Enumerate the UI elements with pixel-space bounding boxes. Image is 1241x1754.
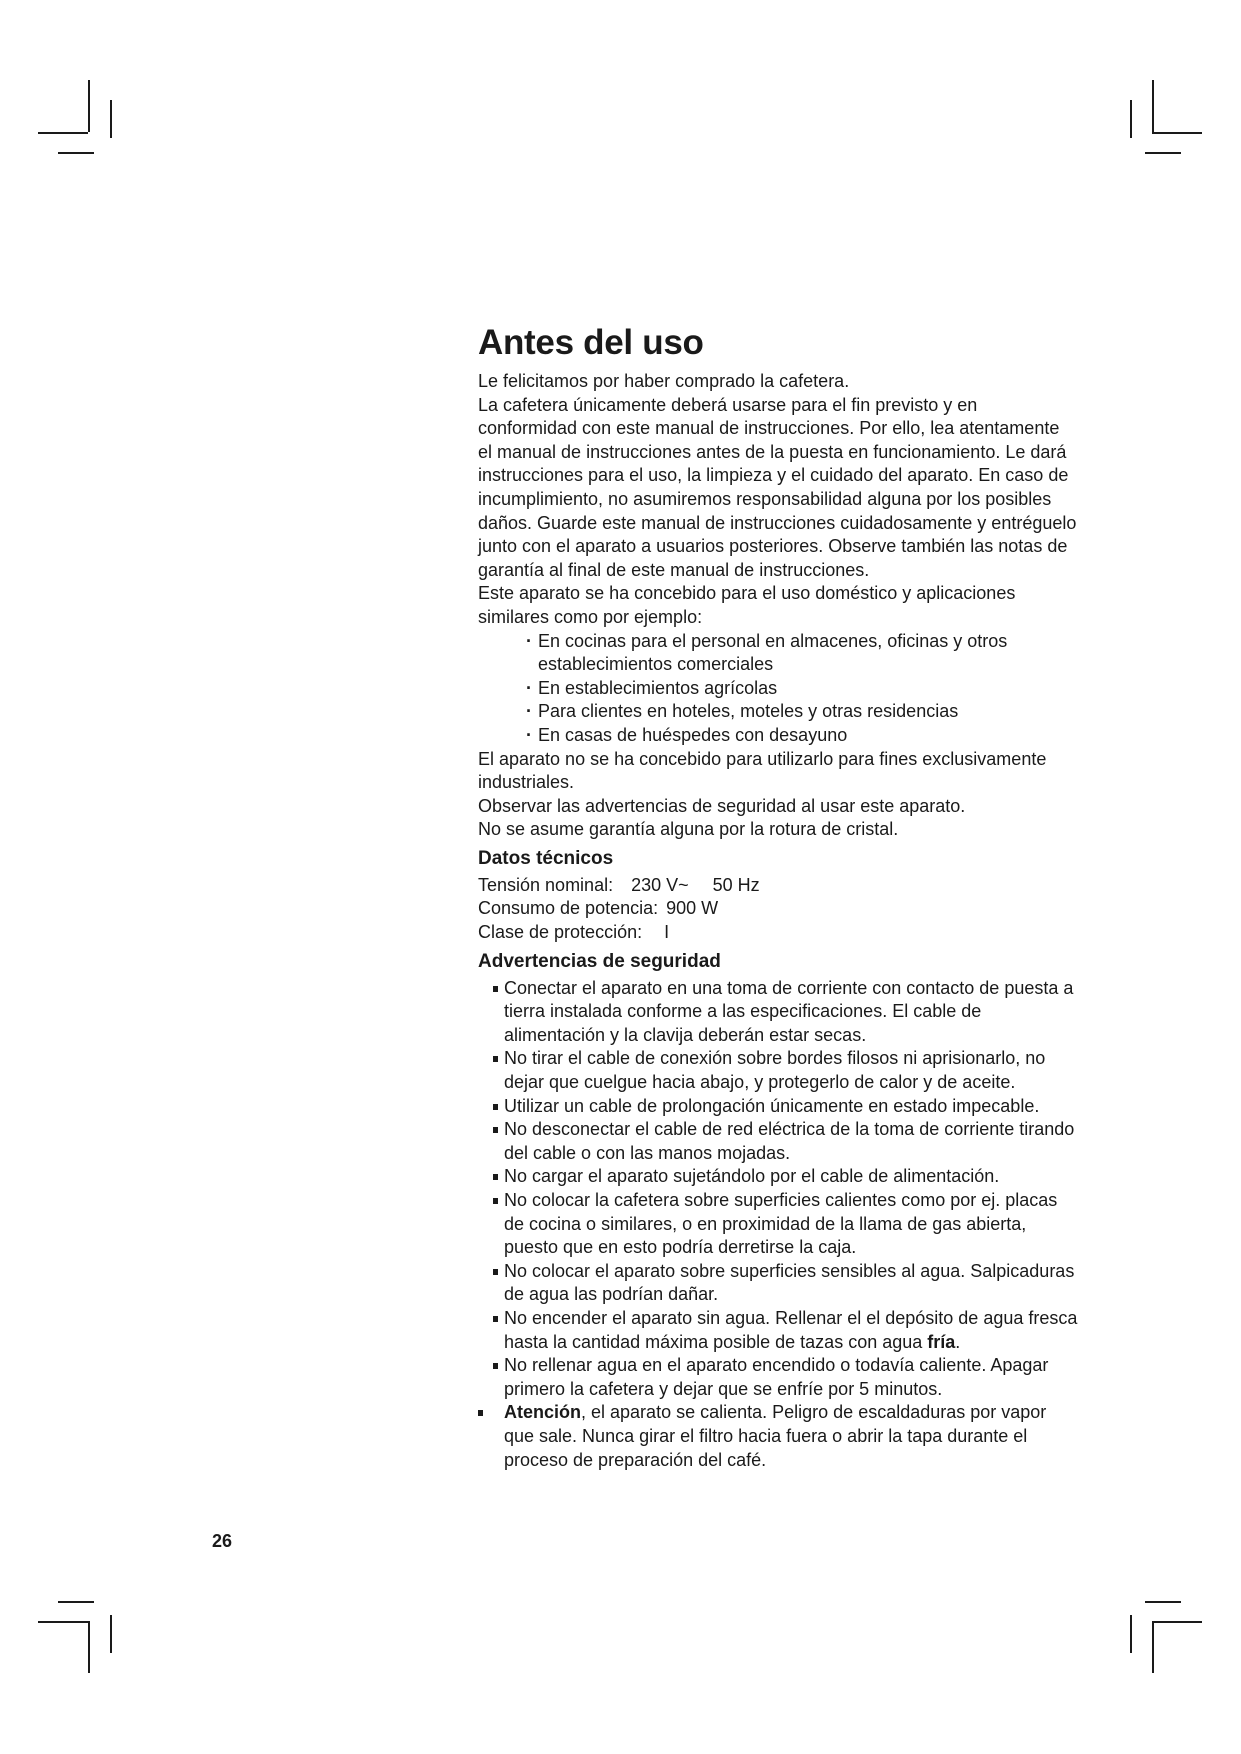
- list-item: No colocar la cafetera sobre superficies calientes como por ej. placas de cocina o similares, o en proximidad de la llama de gas abierta, puesto que en esto podría derretirse la caja.: [478, 1189, 1078, 1260]
- safety-heading: Advertencias de seguridad: [478, 950, 721, 972]
- spec-protection: [478, 921, 1078, 945]
- crop-mark: [1130, 1615, 1132, 1653]
- intro-paragraph: La cafetera únicamente deberá usarse para el fin previsto y en conformidad con este manual de instrucciones. Por ello, lea atentamente el manual de instrucciones antes de la puesta en funcionamiento. Le dará instrucciones para el uso, la limpieza y el cuidado del aparato. En caso de incumplimiento, no asumiremos responsabilidad alguna por los posibles daños. Guarde este manual de instrucciones cuidadosamente y entréguelo junto con el aparato a usuarios posteriores. Observe también las notas de garantía al final de este manual de instrucciones.: [478, 394, 1077, 580]
- crop-mark: [38, 1621, 88, 1623]
- intro-paragraph: Este aparato se ha concebido para el uso doméstico y aplicaciones similares como por ejemplo:: [478, 583, 1016, 627]
- crop-mark: [110, 1615, 112, 1653]
- intro-paragraph: Le felicitamos por haber comprado la cafetera.: [478, 371, 850, 391]
- crop-mark: [110, 100, 112, 138]
- crop-mark: [1152, 80, 1154, 132]
- crop-mark: [88, 1621, 90, 1673]
- attention-text: , el aparato se calienta. Peligro de escaldaduras por vapor que sale. Nunca girar el filtro hacia fuera o abrir la tapa durante el proceso de preparación del café.: [504, 1402, 1047, 1470]
- crop-mark: [1145, 152, 1181, 154]
- attention-label: Atención: [504, 1402, 582, 1423]
- spec-value: 900 W: [666, 898, 719, 919]
- spec-label: Tensión nominal:: [478, 874, 614, 895]
- crop-mark: [1130, 100, 1132, 138]
- crop-mark: [58, 1601, 94, 1603]
- crop-mark: [38, 132, 88, 134]
- list-item: No tirar el cable de conexión sobre bordes filosos ni aprisionarlo, no dejar que cuelgue hacia abajo, y protegerlo de calor y de aceite.: [478, 1047, 1078, 1094]
- spec-value: I: [664, 922, 670, 943]
- crop-mark: [1145, 1601, 1181, 1603]
- spec-voltage: [478, 874, 1078, 898]
- crop-mark: [88, 80, 90, 132]
- page-title: Antes del uso: [478, 323, 704, 362]
- tech-heading: Datos técnicos: [478, 847, 614, 869]
- spec-power: [478, 897, 1078, 921]
- spec-label: Clase de protección:: [478, 922, 643, 943]
- list-item: · En casas de huéspedes con desayuno: [478, 724, 1078, 748]
- page-number: 26: [212, 1531, 233, 1551]
- body-paragraph: El aparato no se ha concebido para utilizarlo para fines exclusivamente industriales.: [478, 748, 1047, 793]
- body-paragraph: Observar las advertencias de seguridad al usar este aparato.: [478, 795, 966, 816]
- list-item: · En establecimientos agrícolas: [478, 677, 1078, 701]
- list-item: No rellenar agua en el aparato encendido o todavía caliente. Apagar primero la cafetera y dejar que se enfríe por 5 minutos.: [478, 1354, 1078, 1401]
- list-item-text: No encender el aparato sin agua. Rellenar el el depósito de agua fresca hasta la cantidad máxima posible de tazas con agua: [504, 1307, 1078, 1352]
- list-item: No cargar el aparato sujetándolo por el cable de alimentación.: [478, 1165, 1078, 1189]
- spec-value: 50 Hz: [712, 874, 760, 895]
- crop-mark: [1152, 1621, 1154, 1673]
- crop-mark: [1152, 132, 1202, 134]
- list-item: [478, 1307, 1078, 1354]
- spec-label: Consumo de potencia:: [478, 898, 659, 919]
- crop-mark: [58, 152, 94, 154]
- list-item: Conectar el aparato en una toma de corriente con contacto de puesta a tierra instalada conforme a las especificaciones. El cable de alimentación y la clavija deberán estar secas.: [478, 977, 1078, 1048]
- attention-item: [478, 1401, 1078, 1472]
- list-item: Utilizar un cable de prolongación únicamente en estado impecable.: [478, 1095, 1078, 1119]
- list-item-text: .: [955, 1331, 961, 1352]
- spec-value: 230 V~: [631, 874, 689, 895]
- crop-mark: [1152, 1621, 1202, 1623]
- safety-list: [478, 977, 1078, 1472]
- list-item: · En cocinas para el personal en almacenes, oficinas y otros establecimientos comerciales: [478, 630, 1078, 677]
- list-item: No desconectar el cable de red eléctrica de la toma de corriente tirando del cable o con las manos mojadas.: [478, 1118, 1078, 1165]
- uses-list: [478, 630, 1078, 748]
- list-item: No colocar el aparato sobre superficies sensibles al agua. Salpicaduras de agua las podrían dañar.: [478, 1260, 1078, 1307]
- page-content: [478, 322, 1078, 1472]
- emphasis-text: fría: [927, 1331, 956, 1352]
- body-paragraph: No se asume garantía alguna por la rotura de cristal.: [478, 819, 899, 840]
- list-item: · Para clientes en hoteles, moteles y otras residencias: [478, 700, 1078, 724]
